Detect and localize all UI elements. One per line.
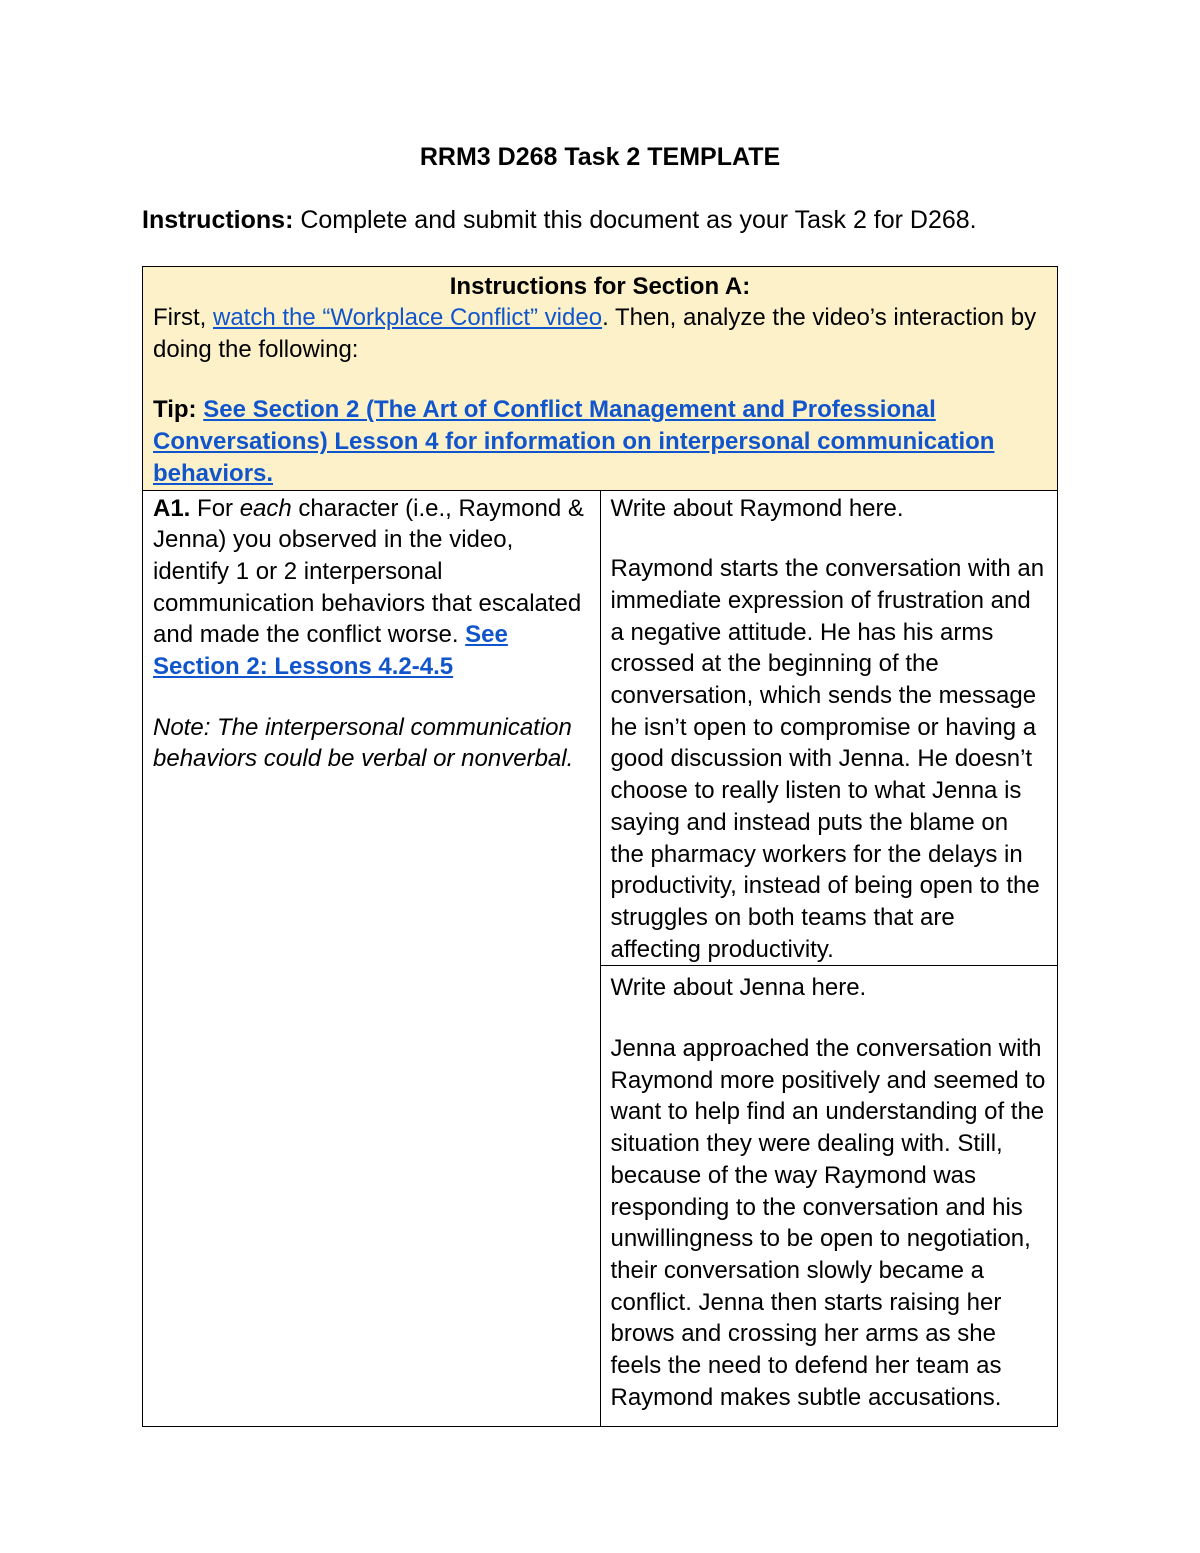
a1-text-1: For — [190, 494, 240, 522]
section-2-lesson-4-link[interactable]: See Section 2 (The Art of Conflict Management and Professional Conversations) Lesson 4 for information on interpersonal communication behaviors. — [153, 396, 995, 487]
raymond-prompt: Write about Raymond here. — [610, 494, 904, 522]
section-a-intro — [153, 302, 1047, 365]
jenna-response: Jenna approached the conversation with Raymond more positively and seemed to want to help find an understanding of the situation they were dealing with. Still, because of the way Raymond was responding to the conversation and his unwillingness to be open to negotiation, their conversation slowly became a conflict. Jenna then starts raising her brows and crossing her arms as she feels the need to defend her team as Raymond makes subtle accusations. — [610, 1035, 1046, 1411]
a1-prompt — [153, 493, 590, 683]
section-a-table — [142, 266, 1058, 1427]
tip-label: Tip: — [153, 396, 197, 424]
lessons-4-2-4-5-link[interactable]: See Section 2: Lessons 4.2-4.5 — [153, 621, 508, 681]
jenna-prompt: Write about Jenna here. — [610, 974, 867, 1002]
a1-text-each: each — [239, 494, 292, 522]
intro-suffix: . Then, analyze the video’s interaction by doing the following: — [153, 304, 1037, 363]
section-a-header-row — [143, 267, 1058, 491]
a1-note: Note: The interpersonal communication behaviors could be verbal or nonverbal. — [153, 713, 574, 773]
jenna-response-cell[interactable] — [600, 966, 1058, 1427]
instructions-text: Complete and submit this document as your Task 2 for D268. — [293, 206, 977, 234]
a1-text-2: character (i.e., Raymond & Jenna) you observed in the video, identify 1 or 2 interpersonal communication behaviors that escalated and made the conflict worse. — [153, 494, 584, 649]
page-title: RRM3 D268 Task 2 TEMPLATE — [419, 143, 781, 171]
instructions-paragraph — [142, 204, 1022, 236]
instructions-label: Instructions: — [142, 206, 294, 234]
a1-prompt-cell — [143, 490, 601, 1427]
section-a-header-title: Instructions for Section A: — [449, 273, 751, 300]
workplace-conflict-video-link[interactable]: watch the “Workplace Conflict” video — [213, 304, 603, 331]
raymond-response: Raymond starts the conversation with an immediate expression of frustration and a negative attitude. He has his arms crossed at the beginning of the conversation, which sends the message he isn’t open to compromise or having a good discussion with Jenna. He doesn’t choose to really listen to what Jenna is saying and instead puts the blame on the pharmacy workers for the delays in productivity, instead of being open to the struggles on both teams that are affecting productivity. — [610, 555, 1045, 963]
raymond-row — [143, 490, 1058, 966]
section-a-header-cell — [143, 267, 1058, 491]
section-a-tip — [153, 394, 1047, 489]
raymond-response-cell[interactable] — [600, 490, 1058, 966]
intro-prefix: First, — [153, 304, 213, 331]
a1-label: A1. — [153, 494, 191, 522]
